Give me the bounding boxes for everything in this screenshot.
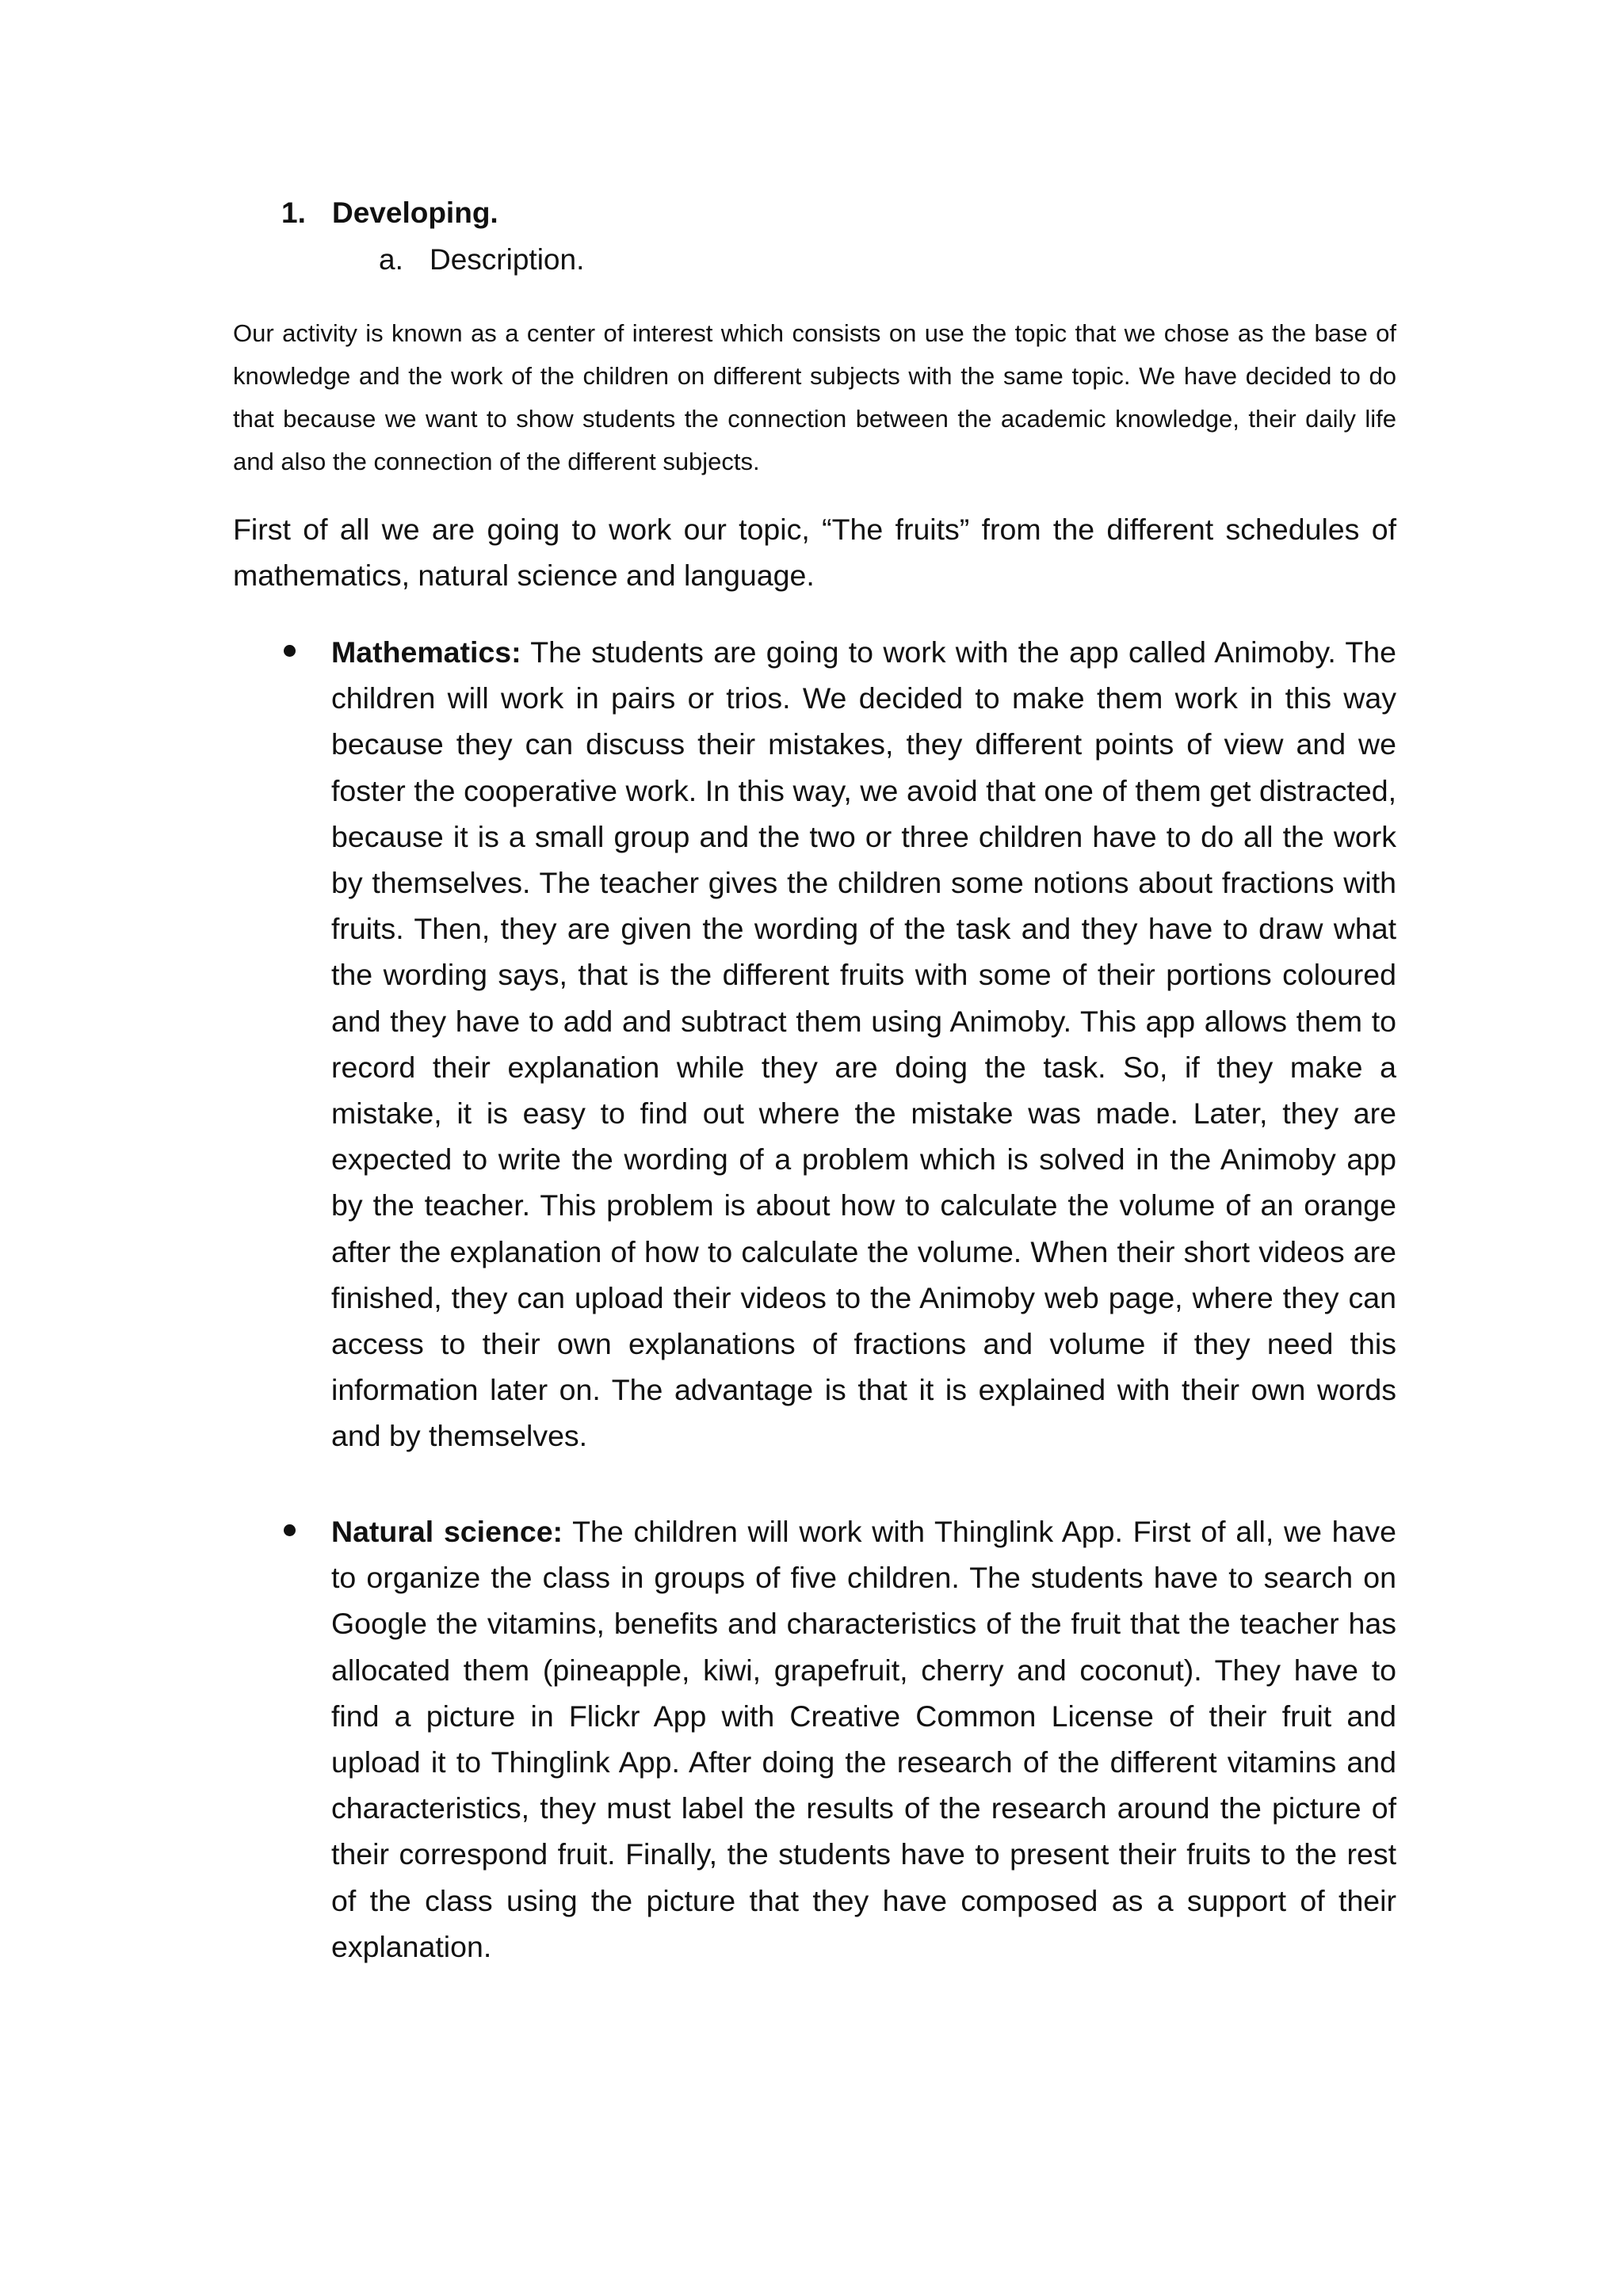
bullet-label: Mathematics: — [331, 635, 521, 669]
bullet-icon — [284, 1524, 296, 1536]
bullet-label: Natural science: — [331, 1515, 563, 1548]
bullet-text: The children will work with Thinglink App. First of all, we have to organize the class in groups of five children. The students have to search on Google the vitamins, benefits and characteristics of the fruit that the teacher has allocated them (pineapple, kiwi, grapefruit, cherry and coconut). They have to find a picture in Flickr App with Creative Common License of their fruit and upload it to Thinglink App. After doing the research of the different vitamins and characteristics, they must label the results of the research around the picture of their correspond fruit. Finally, the students have to present their fruits to the rest of the class using the picture that they have composed as a support of their explanation. — [331, 1515, 1396, 1963]
bullet-list-mathematics — [0, 629, 1623, 1459]
intro-paragraph: Our activity is known as a center of interest which consists on use the topic that we chose as the base of knowledge and the work of the children on different subjects with the same topic. We have decided to do that because we want to show students the connection between the academic knowledge, their daily life and also the connection of the different subjects. — [233, 319, 1396, 475]
bullet-item-natural-science — [331, 1508, 1396, 1970]
bullet-list-natural-science — [0, 1508, 1623, 1970]
bullet-icon — [284, 645, 296, 657]
bullet-item-mathematics — [331, 629, 1396, 1459]
subsection-heading — [379, 239, 584, 280]
subsection-letter: a. — [379, 243, 403, 276]
section-heading — [281, 193, 498, 234]
lead-paragraph: First of all we are going to work our topic, “The fruits” from the different schedules of mathematics, natural science and language. — [233, 513, 1396, 592]
section-number: 1. — [281, 196, 306, 229]
subsection-title: Description. — [430, 243, 585, 276]
section-title: Developing. — [332, 196, 498, 229]
bullet-text: The students are going to work with the app called Animoby. The children will work in pairs or trios. We decided to make them work in this way because they can discuss their mistakes, they different points of view and we foster the cooperative work. In this way, we avoid that one of them get distracted, because it is a small group and the two or three children have to do all the work by themselves. The teacher gives the children some notions about fractions with fruits. Then, they are given the wording of the task and they have to draw what the wording says, that is the different fruits with some of their portions coloured and they have to add and subtract them using Animoby. This app allows them to record their explanation while they are doing the task. So, if they make a mistake, it is easy to find out where the mistake was made. Later, they are expected to write the wording of a problem which is solved in the Animoby app by the teacher. This problem is about how to calculate the volume of an orange after the explanation of how to calculate the volume. When their short videos are finished, they can upload their videos to the Animoby web page, where they can access to their own explanations of fractions and volume if they need this information later on. The advantage is that it is explained with their own words and by themselves. — [331, 635, 1396, 1453]
